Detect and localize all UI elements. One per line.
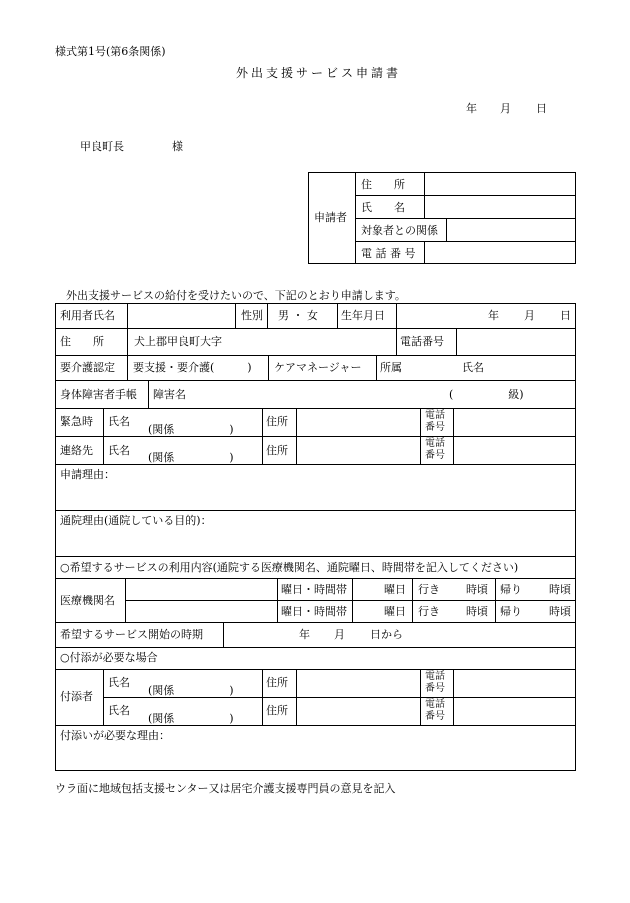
- emergency-phone-label-2: 番号: [425, 450, 445, 461]
- col-divider: [337, 303, 338, 328]
- addressee: 甲良町長: [80, 140, 124, 153]
- emergency-phone-label-2: 番号: [425, 422, 445, 433]
- date-year-label: 年: [466, 102, 477, 115]
- col-divider: [396, 328, 397, 355]
- col-divider: [223, 622, 224, 647]
- row-divider: [55, 464, 576, 465]
- applicant-name-field[interactable]: [426, 197, 574, 217]
- weekday-label: 曜日: [384, 583, 406, 596]
- col-divider: [456, 328, 457, 355]
- row-divider: [55, 328, 576, 329]
- service-content-heading: ○希望するサービスの利用内容(通院する医療機関名、通院曜日、時間帯を記入してください): [60, 561, 519, 574]
- col-divider: [453, 669, 454, 725]
- col-divider: [148, 380, 149, 408]
- row-divider: [55, 578, 576, 579]
- applicant-phone-label: 電 話 番 号: [361, 247, 416, 260]
- return-time-label: 時頃: [549, 605, 571, 618]
- start-month-label: 月: [334, 628, 345, 641]
- go-time-label: 時頃: [466, 605, 488, 618]
- divider: [446, 218, 447, 241]
- start-period-label: 希望するサービス開始の時期: [60, 628, 203, 641]
- col-divider: [103, 408, 104, 464]
- care-cert-label: 要介護認定: [60, 361, 115, 374]
- attendant-heading: ○付添が必要な場合: [60, 651, 158, 664]
- address-label: 住 所: [60, 335, 104, 348]
- attendant-address-label: 住所: [266, 704, 288, 717]
- affiliation-label: 所属: [380, 361, 402, 374]
- col-divider: [296, 408, 297, 464]
- weekday-label: 曜日: [384, 605, 406, 618]
- row-divider: [125, 600, 576, 601]
- emergency-label-1: 緊急時: [60, 415, 93, 428]
- col-divider: [495, 578, 496, 622]
- attendant-label: 付添者: [60, 690, 93, 703]
- row-divider: [55, 408, 576, 409]
- applicant-address-label: 住 所: [361, 178, 405, 191]
- form-number: 様式第1号(第6条関係): [55, 45, 166, 58]
- start-year-label: 年: [299, 628, 310, 641]
- col-divider: [262, 669, 263, 725]
- return-label: 帰り: [500, 605, 522, 618]
- attendant-address-label: 住所: [266, 676, 288, 689]
- weekday-time-label: 曜日・時間帯: [281, 605, 347, 618]
- disability-name-label: 障害名: [153, 388, 186, 401]
- attendant-name-label: 氏名: [108, 704, 130, 717]
- emergency-address-label: 住所: [266, 444, 288, 457]
- sex-label: 性別: [241, 309, 263, 322]
- manager-name-label: 氏名: [462, 361, 484, 374]
- visit-reason-label: 通院理由(通院している目的)：: [60, 514, 212, 527]
- user-name-field[interactable]: [129, 305, 233, 326]
- col-divider: [127, 328, 128, 355]
- divider: [424, 241, 425, 264]
- application-reason-field[interactable]: [57, 482, 574, 508]
- emergency-name-label: 氏名: [108, 415, 130, 428]
- care-level-field[interactable]: 要支援・要介護( ): [133, 361, 252, 374]
- emergency-relation-field[interactable]: (関係 ): [148, 451, 234, 464]
- row-divider: [55, 355, 576, 356]
- birth-day-label: 日: [560, 309, 571, 322]
- intro-text: 外出支援サービスの給付を受けたいので、下記のとおり申請します。: [66, 289, 406, 302]
- col-divider: [277, 578, 278, 622]
- institution-field[interactable]: [127, 580, 275, 599]
- emergency-label-2: 連絡先: [60, 444, 93, 457]
- col-divider: [267, 303, 268, 328]
- applicant-label: 申請者: [314, 211, 347, 224]
- applicant-address-field[interactable]: [426, 174, 574, 194]
- attendant-phone-label-1: 電話: [425, 671, 445, 682]
- col-divider: [268, 355, 269, 380]
- row-divider: [55, 436, 576, 437]
- col-divider: [412, 578, 413, 622]
- attendant-reason-label: 付添いが必要な理由：: [60, 729, 170, 742]
- attendant-relation-field[interactable]: (関係 ): [148, 684, 234, 697]
- go-time-label: 時頃: [466, 583, 488, 596]
- col-divider: [103, 669, 104, 725]
- institution-field[interactable]: [127, 602, 275, 621]
- start-day-label: 日から: [370, 628, 403, 641]
- col-divider: [235, 303, 236, 328]
- emergency-address-label: 住所: [266, 415, 288, 428]
- col-divider: [453, 408, 454, 464]
- col-divider: [127, 355, 128, 380]
- visit-reason-field[interactable]: [57, 528, 574, 554]
- col-divider: [376, 355, 377, 380]
- row-divider: [55, 510, 576, 511]
- emergency-relation-field[interactable]: (関係 ): [148, 423, 234, 436]
- col-divider: [127, 303, 128, 328]
- applicant-phone-field[interactable]: [426, 243, 574, 263]
- attendant-reason-field[interactable]: [57, 743, 574, 769]
- emergency-phone-label-1: 電話: [425, 438, 445, 449]
- row-divider: [55, 380, 576, 381]
- date-month-label: 月: [500, 102, 511, 115]
- phone-label: 電話番号: [400, 335, 444, 348]
- row-divider: [103, 697, 576, 698]
- footer-note: ウラ面に地域包括支援センター又は居宅介護支援専門員の意見を記入: [55, 782, 396, 795]
- weekday-time-label: 曜日・時間帯: [281, 583, 347, 596]
- care-manager-label: ケアマネージャー: [274, 361, 362, 374]
- emergency-name-label: 氏名: [108, 444, 130, 457]
- user-name-label: 利用者氏名: [60, 309, 115, 322]
- col-divider: [262, 408, 263, 464]
- applicant-name-label: 氏 名: [361, 201, 405, 214]
- address-value[interactable]: 犬上郡甲良町大字: [134, 335, 222, 348]
- honorific: 様: [172, 140, 183, 153]
- col-divider: [420, 408, 421, 464]
- col-divider: [420, 669, 421, 725]
- emergency-phone-label-1: 電話: [425, 410, 445, 421]
- go-label: 行き: [418, 605, 440, 618]
- birth-month-label: 月: [524, 309, 535, 322]
- institution-label: 医療機関名: [60, 594, 115, 607]
- date-day-label: 日: [536, 102, 547, 115]
- disability-grade-field[interactable]: ( 級): [449, 388, 524, 401]
- attendant-phone-label-2: 番号: [425, 683, 445, 694]
- divider: [355, 218, 576, 219]
- attendant-phone-label-2: 番号: [425, 711, 445, 722]
- col-divider: [296, 669, 297, 725]
- applicant-relation-field[interactable]: [448, 220, 574, 240]
- application-reason-label: 申請理由：: [60, 468, 115, 481]
- sex-options[interactable]: 男 ・ 女: [278, 309, 318, 322]
- col-divider: [396, 303, 397, 328]
- divider: [355, 195, 576, 196]
- row-divider: [55, 556, 576, 557]
- go-label: 行き: [418, 583, 440, 596]
- col-divider: [125, 578, 126, 622]
- attendant-name-label: 氏名: [108, 676, 130, 689]
- row-divider: [55, 622, 576, 623]
- phone-field[interactable]: [458, 330, 574, 353]
- row-divider: [55, 725, 576, 726]
- attendant-phone-label-1: 電話: [425, 699, 445, 710]
- page-title: 外出支援サービス申請書: [236, 66, 402, 80]
- col-divider: [352, 578, 353, 622]
- return-time-label: 時頃: [549, 583, 571, 596]
- birth-year-label: 年: [488, 309, 499, 322]
- birth-label: 生年月日: [341, 309, 385, 322]
- disability-book-label: 身体障害者手帳: [60, 388, 137, 401]
- divider: [355, 241, 576, 242]
- applicant-relation-label: 対象者との関係: [361, 224, 438, 237]
- attendant-relation-field[interactable]: (関係 ): [148, 712, 234, 725]
- return-label: 帰り: [500, 583, 522, 596]
- row-divider: [55, 669, 576, 670]
- row-divider: [55, 647, 576, 648]
